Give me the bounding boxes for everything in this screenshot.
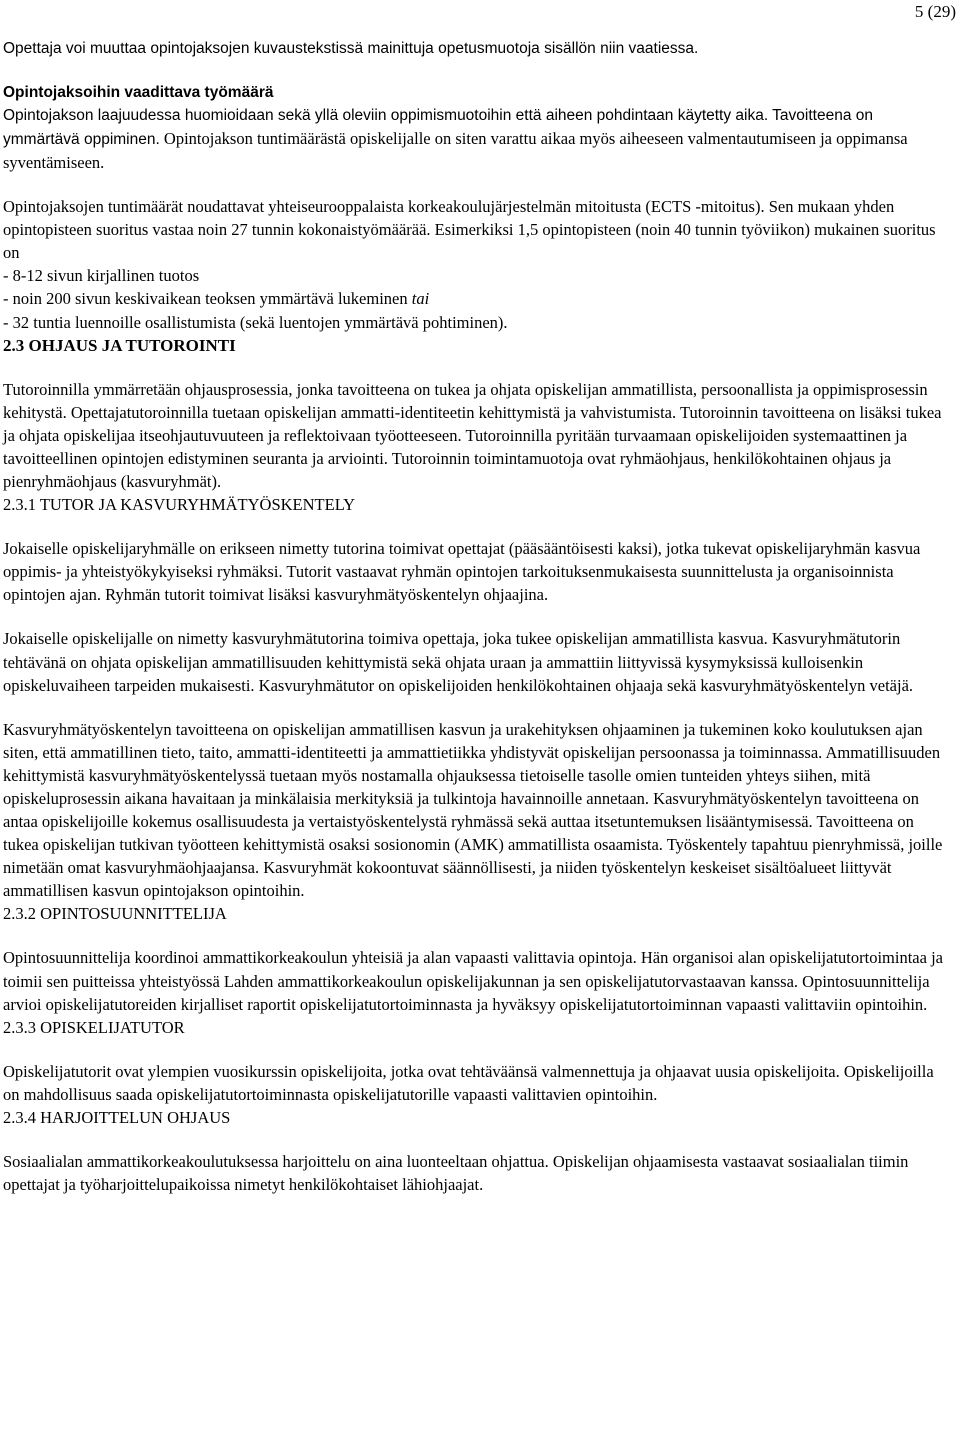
workload-paragraph-2-text: Opintojaksojen tuntimäärät noudattavat yhteiseurooppalaista korkeakoulujärjestelmän mitoitusta (ECTS -mitoitus). Sen mukaan yhden opintopisteen suoritus vastaa noin 27 tunnin kokonaistyömäärää. Esimerkiksi 1,5 opintopisteen (noin 40 tunnin työviikon) mukainen suoritus on [3, 197, 936, 263]
page-number: 5 (29) [914, 2, 956, 21]
workload-list-item-2 [3, 287, 953, 310]
workload-paragraph-2 [3, 195, 953, 334]
workload-paragraph-1-serif: Opintojakson tuntimäärästä opiskelijalle on siten varattu aikaa myös aiheeseen valmentautumiseen ja oppimansa syventämiseen. [3, 129, 908, 172]
workload-list-item-2-italic: tai [411, 289, 430, 309]
section-2-3-1-heading: 2.3.1 TUTOR JA KASVURYHMÄTYÖSKENTELY [3, 495, 356, 515]
workload-list-item-2-text: - noin 200 sivun keskivaikean teoksen ymmärtävä lukeminen [3, 289, 408, 309]
section-2-3-3-heading: 2.3.3 OPISKELIJATUTOR [3, 1017, 185, 1037]
section-2-3-paragraph: Tutoroinnilla ymmärretään ohjausprosessia, jonka tavoitteena on tukea ja ohjata opiskelijan ammatillista, persoonallista ja oppimisprosessin kehitystä. Opettajatutoroinnilla tuetaan opiskelijan ammatti-identiteetin kehittymistä ja vahvistumista. Tutoroinnin tavoitteena on lisäksi tukea ja ohjata opiskelijaa itseohjautuvuuteen ja reflektoivaan työotteeseen. Tutoroinnilla pyritään turvaamaan opiskelijoiden systemaattinen ja tavoitteellinen opintojen edistyminen seuranta ja arviointi. Tutoroinnin toimintamuotoja ovat ryhmäohjaus, henkilökohtainen ohjaus ja pienryhmäohjaus (kasvuryhmät). [3, 379, 942, 492]
section-2-3-2-paragraph: Opintosuunnittelija koordinoi ammattikorkeakoulun yhteisiä ja alan vapaasti valittavia opintoja. Hän organisoi alan opiskelijatutortoimintaa ja toimii sen puitteissa yhteistyössä Lahden ammattikorkeakoulun opiskelijakunnan ja sen opiskelijatutorvastaavan kanssa. Opintosuunnittelija arvioi opiskelijatutoreiden kirjalliset raportit opiskelijatutortoiminnasta ja hyväksyy opiskelijatutortoiminnan vapaasti valittaviin opintoihin. [3, 948, 943, 1014]
section-2-3-1-paragraph-2: Jokaiselle opiskelijalle on nimetty kasvuryhmätutorina toimiva opettaja, joka tukee opiskelijan ammatillista kasvua. Kasvuryhmätutorin tehtävänä on ohjata opiskelijan ammatillisuuden kehittymistä sekä ohjata uraan ja ammattiin liittyvissä kysymyksissä kulloisenkin opiskeluvaiheen tarpeiden mukaisesti. Kasvuryhmätutor on opiskelijoiden henkilökohtainen ohjaaja sekä kasvuryhmätyöskentelyn vetäjä. [3, 629, 914, 695]
workload-list-item-3: - 32 tuntia luennoille osallistumista (sekä luentojen ymmärtävä pohtiminen). [3, 312, 508, 332]
section-2-3-2-heading: 2.3.2 OPINTOSUUNNITTELIJA [3, 904, 227, 924]
workload-list-item-1: - 8-12 sivun kirjallinen tuotos [3, 266, 200, 286]
section-2-3-3-paragraph: Opiskelijatutorit ovat ylempien vuosikurssin opiskelijoita, jotka ovat tehtäväänsä valmennettuja ja ohjaavat uusia opiskelijoita. Opiskelijoilla on mahdollisuus saada opiskelijatutortoiminnasta opiskelijatutorille vapaasti valittavien opintoihin. [3, 1061, 934, 1104]
section-2-3-4-paragraph: Sosiaalialan ammattikorkeakoulutuksessa harjoittelu on aina luonteeltaan ohjattua. Opiskelijan ohjaamisesta vastaavat sosiaalialan tiimin opettajat ja työharjoittelupaikoissa nimetyt henkilökohtaiset lähiohjaajat. [3, 1151, 909, 1194]
workload-heading: Opintojaksoihin vaadittava työmäärä [3, 84, 274, 101]
document-body [3, 37, 953, 1196]
section-2-3-heading: 2.3 OHJAUS JA TUTOROINTI [3, 335, 236, 355]
workload-paragraph-1 [3, 104, 953, 174]
workload-paragraph-1-sans: Opintojakson laajuudessa huomioidaan sekä yllä oleviin oppimismuotoihin että aiheen pohdintaan käytetty aika. Tavoitteena on ymmärtävä oppiminen. [3, 107, 874, 148]
intro-line: Opettaja voi muuttaa opintojaksojen kuvaustekstissä mainittuja opetusmuotoja sisällön niin vaatiessa. [3, 40, 699, 57]
section-2-3-1-paragraph-1: Jokaiselle opiskelijaryhmälle on erikseen nimetty tutorina toimivat opettajat (pääsääntöisesti kaksi), jotka tukevat opiskelijaryhmän kasvua oppimis- ja yhteistyökykyiseksi ryhmäksi. Tutorit vastaavat ryhmän opintojen tarkoituksenmukaisesta suunnittelusta ja organisoinnista opintojen ajan. Ryhmän tutorit toimivat lisäksi kasvuryhmätyöskentelyn ohjaajina. [3, 539, 921, 605]
section-2-3-4-heading: 2.3.4 HARJOITTELUN OHJAUS [3, 1107, 231, 1127]
section-2-3-1-paragraph-3: Kasvuryhmätyöskentelyn tavoitteena on opiskelijan ammatillisen kasvun ja urakehityksen ohjaaminen ja tukeminen koko koulutuksen ajan siten, että ammatillinen tieto, taito, ammatti-identiteetti ja ammattietiikka yhdistyvät opiskelijan persoonassa ja toiminnassa. Ammatillisuuden kehittymistä kasvuryhmätyöskentelyssä tuetaan myös nostamalla ohjauksessa tietoiselle tasolle omien tunteiden yhteys siihen, mitä opiskeluprosessin aikana havaitaan ja minkälaisia merkityksiä ja tulkintoja havainnoille annetaan. Kasvuryhmätyöskentelyn tavoitteena on antaa opiskelijoille kokemus osallisuudesta ja vertaistyöskentelystä ryhmässä sekä auttaa itsetuntemuksen lisääntymisessä. Tavoitteena on tukea opiskelijan tutkivan työotteen kehittymistä osaksi sosionomin (AMK) ammatillista osaamista. Työskentely tapahtuu pienryhmissä, joille nimetään omat kasvuryhmäohjaajansa. Kasvuryhmät kokoontuvat säännöllisesti, ja niiden työskentelyn keskeiset sisältöalueet liittyvät ammatillisen kasvun opintojakson opintoihin. [3, 719, 943, 901]
